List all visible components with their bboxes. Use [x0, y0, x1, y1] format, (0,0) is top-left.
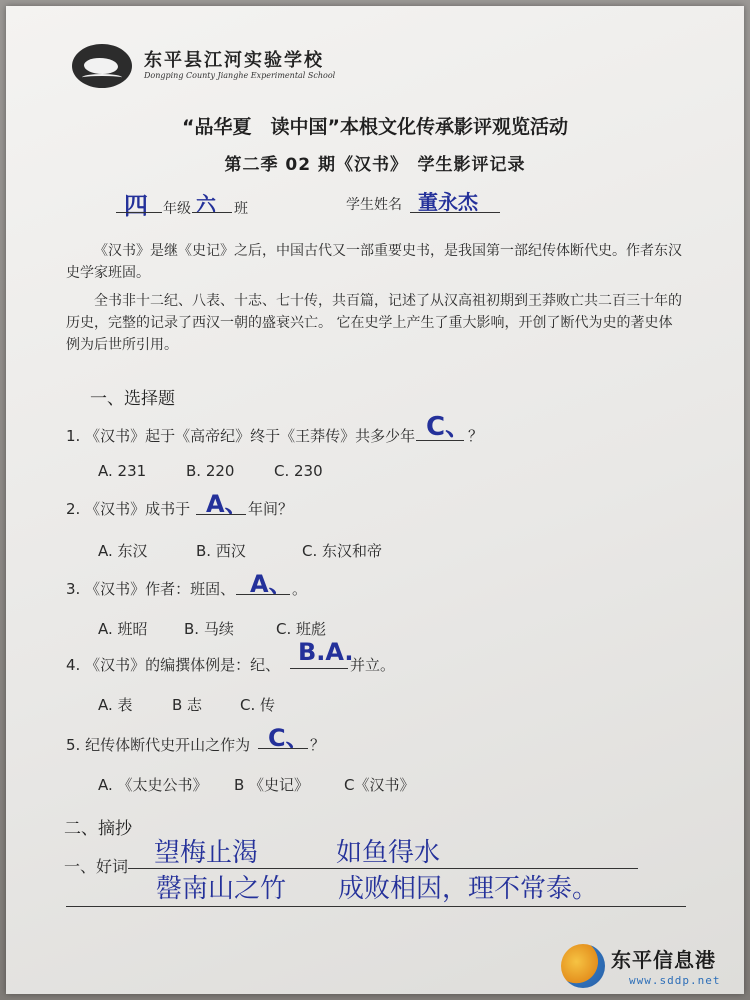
question-4-answer: B.A. — [298, 638, 354, 666]
question-2-option-c: C. 东汉和帝 — [302, 542, 383, 560]
site-watermark — [559, 942, 749, 998]
grade-value: 四 — [124, 192, 148, 220]
class-underline — [192, 212, 232, 213]
intro-paragraph-1: 《汉书》是继《史记》之后，中国古代又一部重要史书，是我国第一部纪传体断代史。作者东汉史学家班固。 — [66, 243, 682, 281]
good-word-3: 罄南山之竹 — [156, 874, 287, 904]
question-1-option-c: C. 230 — [274, 462, 323, 480]
watermark-brand: 东平信息港 — [611, 948, 716, 972]
activity-title: “品华夏 读中国”本根文化传承影评观览活动 — [182, 116, 568, 138]
question-3-option-c: C. 班彪 — [276, 620, 327, 638]
question-5-option-c: C《汉书》 — [344, 776, 415, 794]
class-value: 六 — [196, 192, 216, 216]
good-word-4: 成败相因，理不常泰。 — [338, 874, 599, 904]
question-3-prefix: 3. 《汉书》作者：班固、 — [66, 580, 236, 598]
school-name-en: Dongping County Jianghe Experimental School — [144, 71, 336, 80]
school-name-cn: 东平县江河实验学校 — [144, 50, 324, 71]
question-2-answer: A、 — [206, 490, 249, 518]
question-2-suffix: 年间？ — [248, 500, 294, 518]
question-5-prefix: 5. 纪传体断代史开山之作为 — [66, 736, 251, 754]
question-3-option-a: A. 班昭 — [98, 620, 148, 638]
question-3-blank — [236, 594, 290, 595]
good-word-1: 望梅止渴 — [154, 838, 259, 868]
question-4-option-b: B 志 — [172, 696, 203, 714]
question-5-answer: C、 — [268, 724, 310, 752]
question-4-option-c: C. 传 — [240, 696, 276, 714]
question-2-option-b: B. 西汉 — [196, 542, 246, 560]
question-5-option-b: B 《史记》 — [234, 776, 310, 794]
question-4-suffix: 并立。 — [350, 656, 396, 674]
good-words-label: 一、好词 — [64, 857, 129, 876]
question-4-blank — [290, 668, 348, 669]
question-2-option-a: A. 东汉 — [98, 542, 148, 560]
school-emblem-icon — [72, 44, 132, 88]
section-heading-choice: 一、选择题 — [90, 389, 175, 409]
good-word-2: 如鱼得水 — [336, 838, 441, 868]
good-words-line-2 — [66, 906, 686, 907]
question-4-prefix: 4. 《汉书》的编撰体例是：纪、 — [66, 656, 281, 674]
question-1-prefix: 1. 《汉书》起于《高帝纪》终于《王莽传》共多少年 — [66, 427, 416, 445]
school-logo-block — [72, 44, 362, 96]
question-1-blank — [416, 440, 464, 441]
sail-logo-icon — [561, 944, 605, 988]
question-2-blank — [196, 514, 246, 515]
question-5-option-a: A. 《太史公书》 — [98, 776, 208, 794]
student-name-label: 学生姓名 — [346, 197, 402, 213]
intro-paragraph-2: 全书非十二纪、八表、十志、七十传，共百篇，记述了从汉高祖初期到王莽败亡共二百三十年的历史，完整的记录了西汉一朝的盛衰兴亡。 它在史学上产生了重大影响，开创了断代为史的著史体例为后世所引用。 — [66, 293, 682, 353]
worksheet-paper — [6, 6, 744, 994]
question-5-blank — [258, 748, 308, 749]
student-name-underline — [410, 212, 500, 213]
question-1-answer: C、 — [426, 412, 472, 442]
watermark-url: www.sddp.net — [629, 974, 721, 987]
question-3-answer: A、 — [250, 570, 293, 598]
question-1-suffix: ？ — [468, 427, 484, 445]
question-3-suffix: 。 — [292, 580, 308, 598]
question-2-prefix: 2. 《汉书》成书于 — [66, 500, 191, 518]
question-1-option-a: A. 231 — [98, 462, 147, 480]
section-heading-excerpt: 二、摘抄 — [64, 819, 132, 839]
question-4-option-a: A. 表 — [98, 696, 133, 714]
question-5-suffix: ？ — [310, 736, 326, 754]
question-1-option-b: B. 220 — [186, 462, 235, 480]
student-name-value: 董永杰 — [418, 190, 478, 214]
grade-underline — [116, 212, 162, 213]
record-subtitle: 第二季 02 期《汉书》 学生影评记录 — [224, 155, 526, 175]
question-3-option-b: B. 马续 — [184, 620, 234, 638]
class-label: 班 — [234, 201, 248, 217]
grade-label: 年级 — [163, 201, 191, 217]
